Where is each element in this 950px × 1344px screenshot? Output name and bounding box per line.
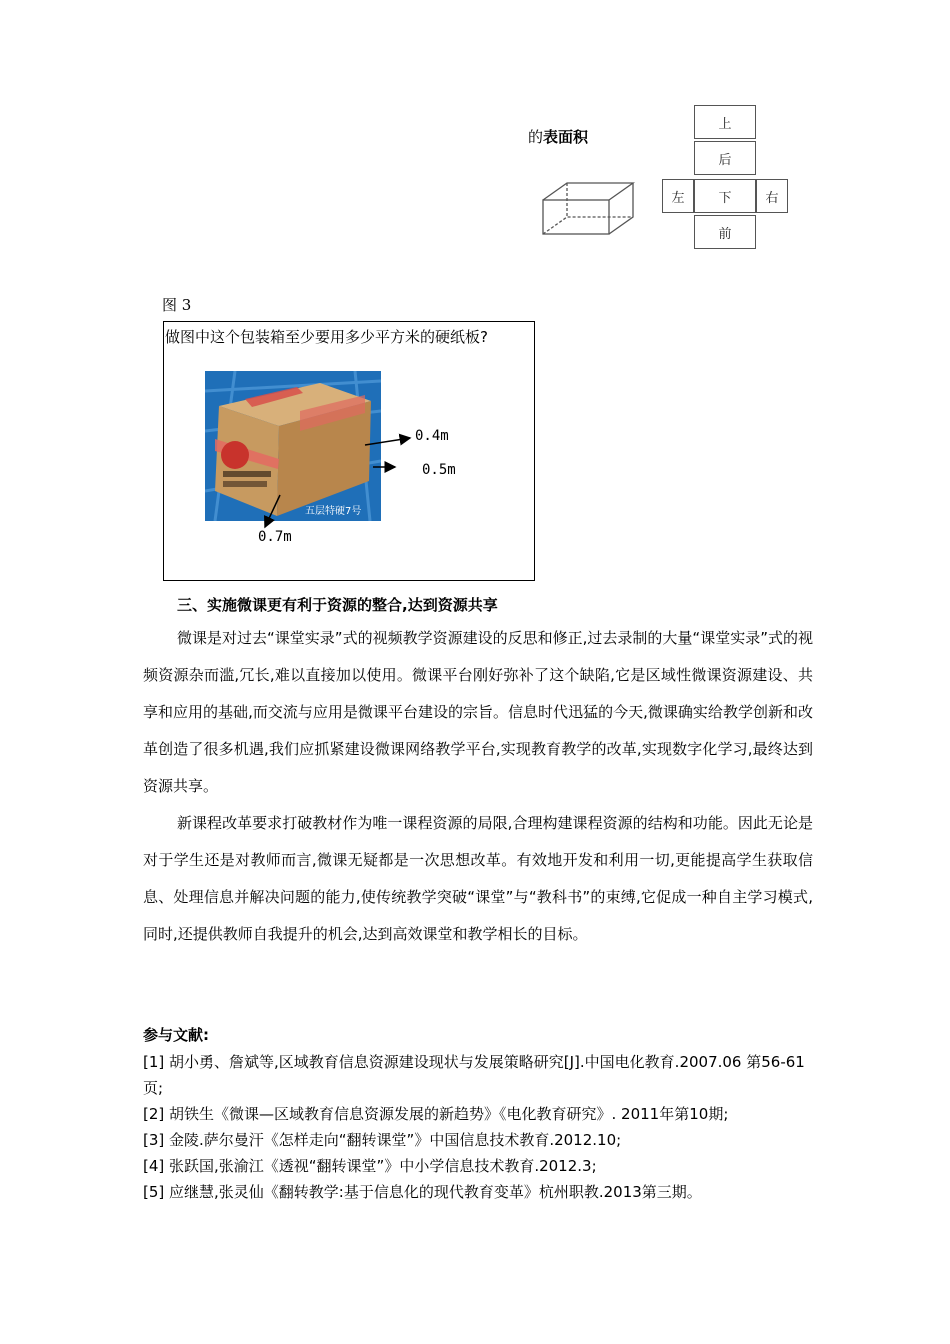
surface-area-label	[528, 126, 588, 147]
net-face-left: 左	[662, 179, 694, 213]
figure-label: 图 3	[162, 296, 192, 314]
dimension-label-height: 0.4m	[415, 428, 449, 444]
reference-item: [1] 胡小勇、詹斌等,区域教育信息资源建设现状与发展策略研究[J].中国电化教育.2007.06 第56-61页;	[143, 1053, 805, 1097]
dimension-arrows	[255, 425, 415, 530]
net-face-top: 上	[694, 105, 756, 139]
surface-label-bold: 表面积	[543, 128, 589, 146]
net-face-right: 右	[756, 179, 788, 213]
section-heading: 三、实施微课更有利于资源的整合,达到资源共享	[177, 596, 498, 614]
question-text: 做图中这个包装箱至少要用多少平方米的硬纸板?	[165, 328, 488, 346]
body-paragraph: 微课是对过去“课堂实录”式的视频教学资源建设的反思和修正,过去录制的大量“课堂实录”式的视频资源杂而滥,冗长,难以直接加以使用。微课平台刚好弥补了这个缺陷,它是区域性微课资源建设、共享和应用的基础,而交流与应用是微课平台建设的宗旨。信息时代迅猛的今天,微课确实给教学创新和改革创造了很多机遇,我们应抓紧建设微课网络教学平台,实现教育教学的改革,实现数字化学习,最终达到资源共享。	[143, 629, 813, 795]
cuboid-sketch	[540, 180, 636, 238]
box-print-text: 五层特硬7号	[305, 506, 362, 517]
reference-item: [4] 张跃国,张渝江《透视“翻转课堂”》中小学信息技术教育.2012.3;	[143, 1157, 597, 1175]
net-face-back: 后	[694, 141, 756, 175]
net-face-bottom: 下	[694, 179, 756, 213]
reference-item: [3] 金陵.萨尔曼汗《怎样走向“翻转课堂”》中国信息技术教育.2012.10;	[143, 1131, 622, 1149]
net-face-front: 前	[694, 215, 756, 249]
surface-label-prefix: 的	[528, 128, 544, 146]
body-paragraph: 新课程改革要求打破教材作为唯一课程资源的局限,合理构建课程资源的结构和功能。因此无论是对于学生还是对教师而言,微课无疑都是一次思想改革。有效地开发和利用一切,更能提高学生获取信息、处理信息并解决问题的能力,使传统教学突破“课堂”与“教科书”的束缚,它促成一种自主学习模式,同时,还提供教师自我提升的机会,达到高效课堂和教学相长的目标。	[143, 814, 813, 943]
cuboid-net	[662, 105, 788, 251]
reference-item: [2] 胡铁生《微课—区域教育信息资源发展的新趋势》《电化教育研究》. 2011年第10期;	[143, 1105, 729, 1123]
dimension-label-width: 0.5m	[422, 462, 456, 478]
references	[143, 1024, 823, 1205]
dimension-label-length: 0.7m	[258, 529, 292, 545]
references-heading: 参与文献:	[143, 1026, 209, 1044]
reference-item: [5] 应继慧,张灵仙《翻转教学:基于信息化的现代教育变革》杭州职教.2013第三期。	[143, 1183, 702, 1201]
